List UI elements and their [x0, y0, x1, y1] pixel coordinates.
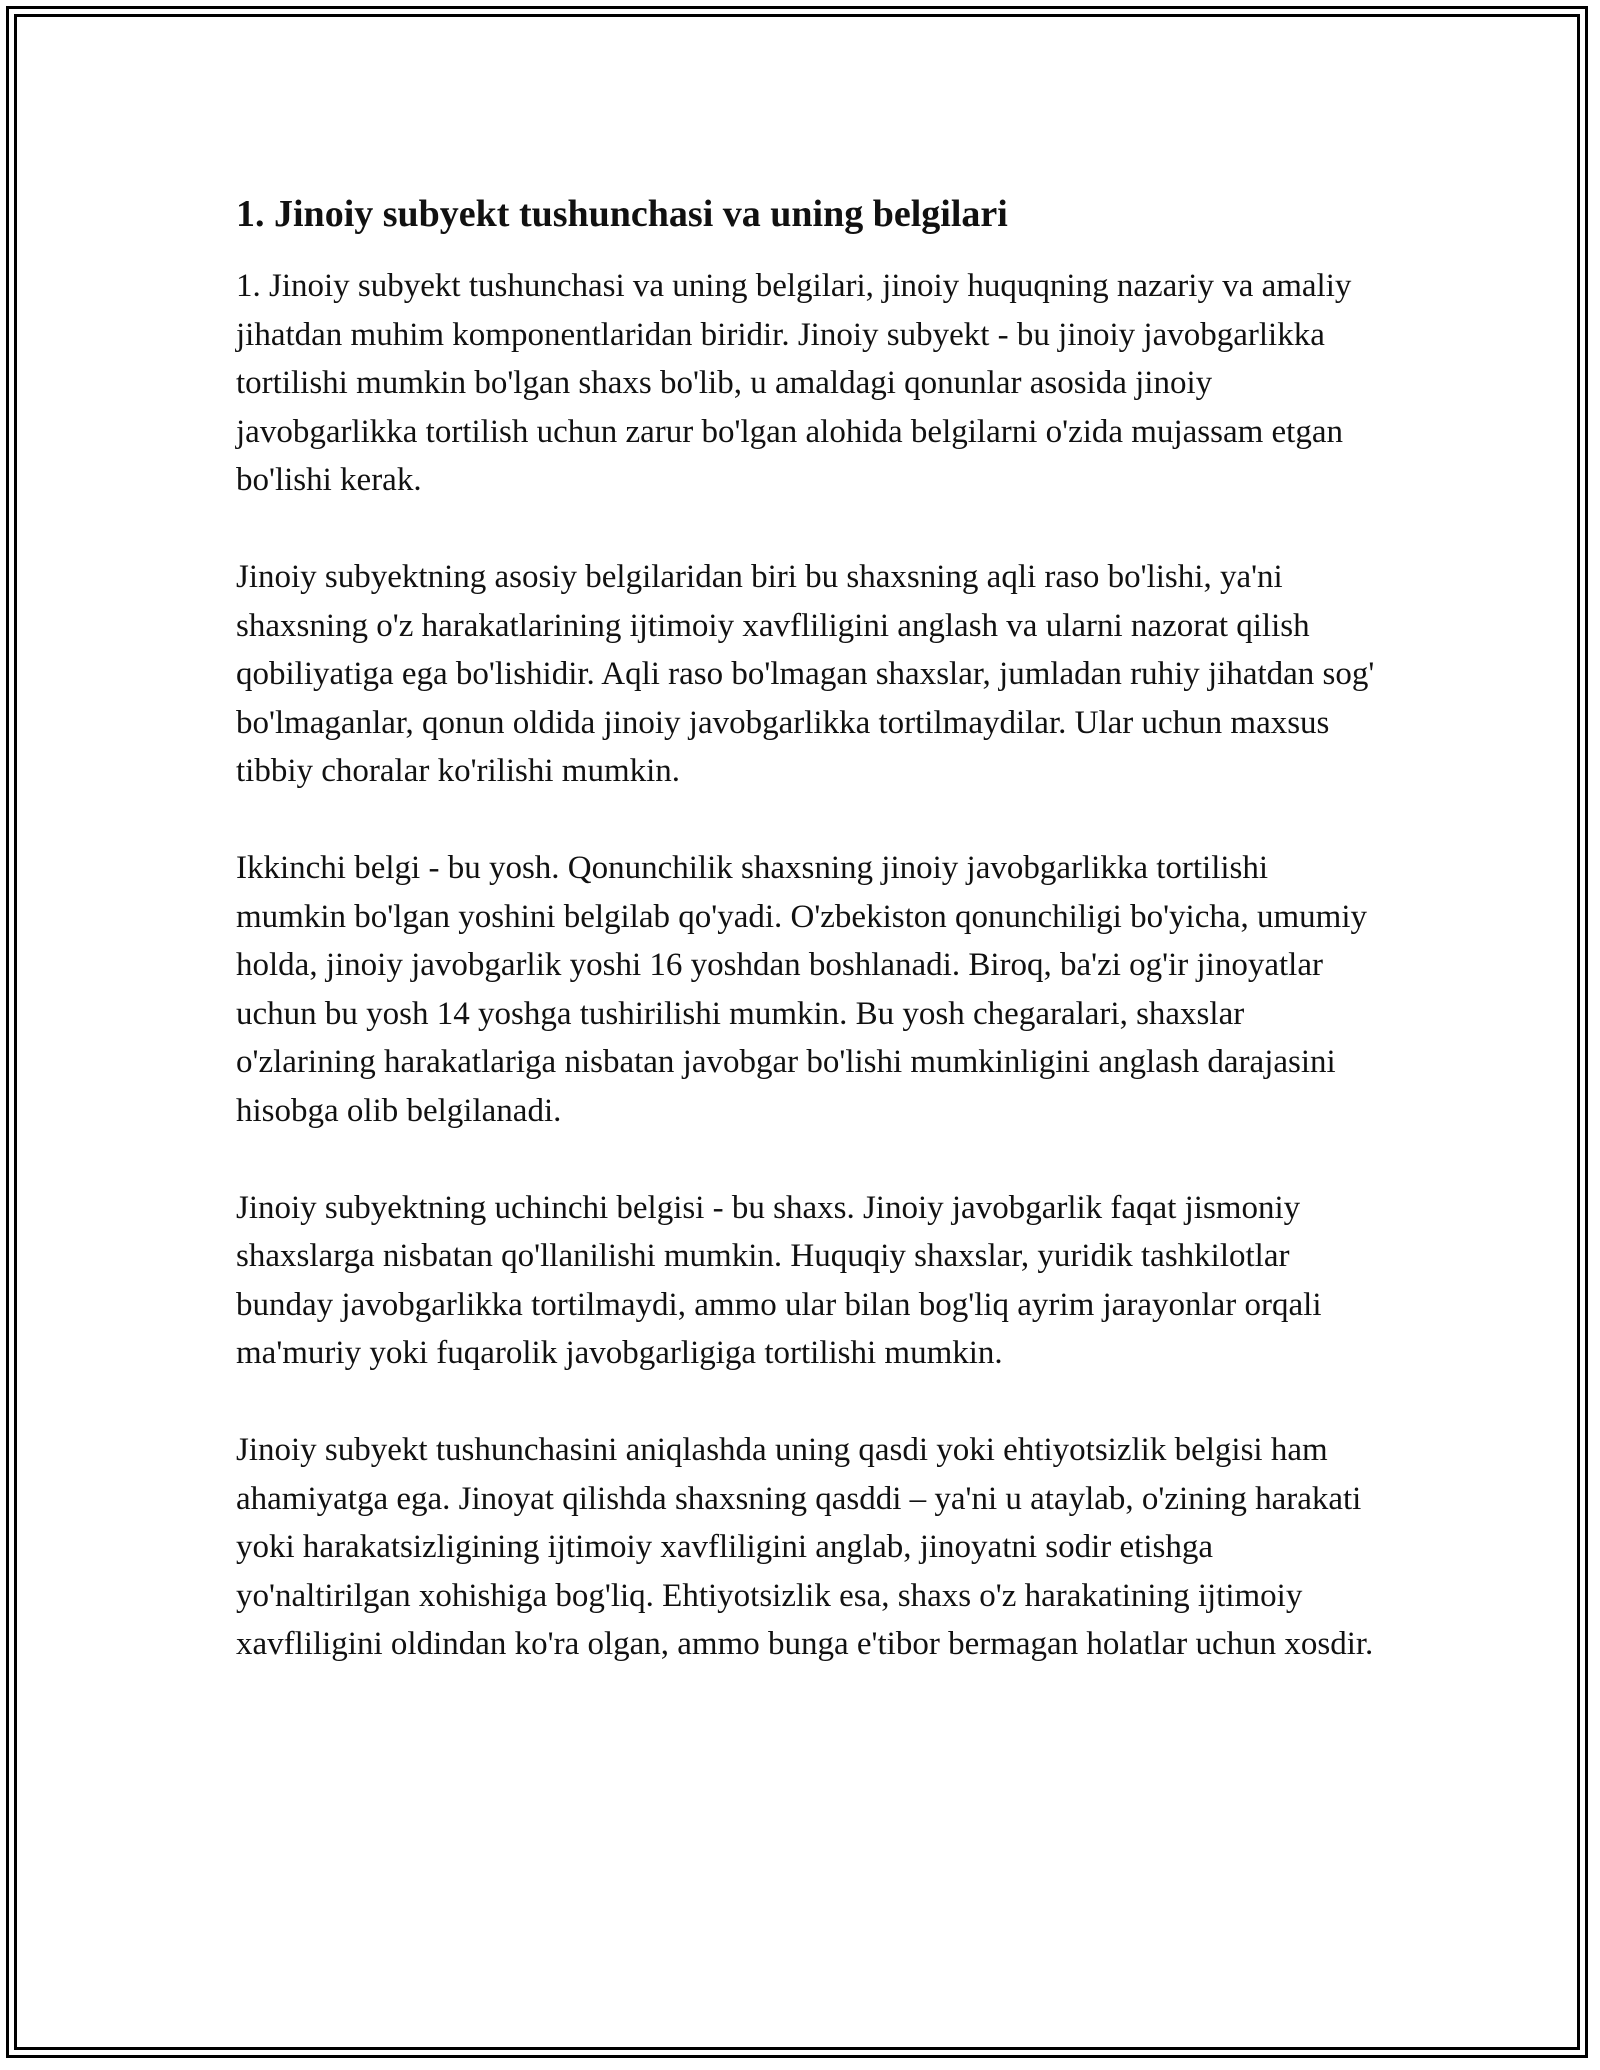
paragraph-2: Jinoiy subyektning asosiy belgilaridan biri bu shaxsning aqli raso bo'lishi, ya'ni shaxsning o'z harakatlarining ijtimoiy xavfliligini anglash va ularni nazorat qilish qobiliyatiga ega bo'lishidir. Aqli raso bo'lmagan shaxslar, jumladan ruhiy jihatdan sog' bo'lmaganlar, qonun oldida jinoiy javobgarlikka tortilmaydilar. Ular uchun maxsus tibbiy choralar ko'rilishi mumkin.	[236, 559, 1375, 789]
paragraph-3: Ikkinchi belgi - bu yosh. Qonunchilik shaxsning jinoiy javobgarlikka tortilishi mumkin bo'lgan yoshini belgilab qo'yadi. O'zbekiston qonunchiligi bo'yicha, umumiy holda, jinoiy javobgarlik yoshi 16 yoshdan boshlanadi. Biroq, ba'zi og'ir jinoyatlar uchun bu yosh 14 yoshga tushirilishi mumkin. Bu yosh chegaralari, shaxslar o'zlarining harakatlariga nisbatan javobgar bo'lishi mumkinligini anglash darajasini hisobga olib belgilanadi.	[236, 850, 1367, 1129]
paragraph-1: 1. Jinoiy subyekt tushunchasi va uning belgilari, jinoiy huquqning nazariy va amaliy jihatdan muhim komponentlaridan biridir. Jinoiy subyekt - bu jinoiy javobgarlikka tortilishi mumkin bo'lgan shaxs bo'lib, u amaldagi qonunlar asosida jinoiy javobgarlikka tortilish uchun zarur bo'lgan alohida belgilarni o'zida mujassam etgan bo'lishi kerak.	[236, 268, 1352, 498]
document-body	[236, 186, 1381, 1669]
document-heading: 1. Jinoiy subyekt tushunchasi va uning belgilari	[236, 193, 1008, 235]
paragraph-4: Jinoiy subyektning uchinchi belgisi - bu shaxs. Jinoiy javobgarlik faqat jismoniy shaxslarga nisbatan qo'llanilishi mumkin. Huquqiy shaxslar, yuridik tashkilotlar bunday javobgarlikka tortilmaydi, ammo ular bilan bog'liq ayrim jarayonlar orqali ma'muriy yoki fuqarolik javobgarligiga tortilishi mumkin.	[236, 1189, 1322, 1371]
paragraph-5: Jinoiy subyekt tushunchasini aniqlashda uning qasdi yoki ehtiyotsizlik belgisi ham ahamiyatga ega. Jinoyat qilishda shaxsning qasddi – ya'ni u ataylab, o'zining harakati yoki harakatsizligining ijtimoiy xavfliligini anglab, jinoyatni sodir etishga yo'naltirilgan xohishiga bog'liq. Ehtiyotsizlik esa, shaxs o'z harakatining ijtimoiy xavfliligini oldindan ko'ra olgan, ammo bunga e'tibor bermagan holatlar uchun xosdir.	[236, 1432, 1374, 1662]
